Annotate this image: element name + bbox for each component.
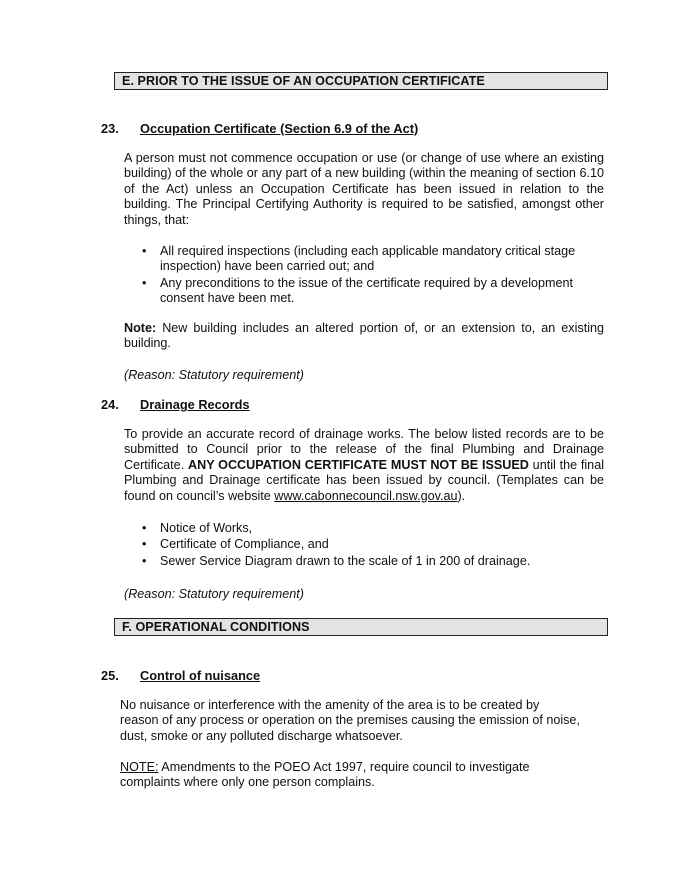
item-25-heading [101, 668, 260, 683]
note-text: Amendments to the POEO Act 1997, require council to investigate complaints where only one person complains. [120, 760, 530, 790]
item-24-title: Drainage Records [140, 397, 250, 412]
section-f-header [114, 618, 608, 636]
list-item-text: Sewer Service Diagram drawn to the scale of 1 in 200 of drainage. [160, 553, 531, 568]
bullet-icon: • [142, 521, 147, 535]
item-24-body [124, 427, 604, 504]
list-item [124, 554, 604, 569]
item-23-body: A person must not commence occupation or use (or change of use where an existing building) of the whole or any part of a new building (within the meaning of section 6.10 of the Act) unless an Occupation Certificate has been issued in relation to the building. The Principal Certifying Authority is required to be satisfied, amongst other things, that: [124, 151, 604, 227]
list-item [124, 521, 604, 536]
item-25-title: Control of nuisance [140, 668, 261, 683]
item-23-reason: (Reason: Statutory requirement) [124, 368, 304, 382]
list-item-text: Certificate of Compliance, and [160, 537, 329, 552]
section-e-title: E. PRIOR TO THE ISSUE OF AN OCCUPATION CERTIFICATE [122, 74, 485, 88]
list-item-text: All required inspections (including each applicable mandatory critical stage inspection) have been carried out; and [160, 244, 576, 274]
list-item [124, 537, 604, 552]
note-text: New building includes an altered portion of, or an extension to, an existing building. [124, 321, 604, 351]
bullet-icon: • [142, 537, 147, 552]
item-23-bullet-list [124, 244, 604, 307]
item-24-body-bold: ANY OCCUPATION CERTIFICATE MUST NOT BE ISSUED [188, 457, 529, 472]
item-23-heading [101, 121, 418, 136]
note-label: NOTE: [120, 760, 159, 774]
item-25-number: 25. [101, 668, 119, 683]
list-item-text: Any preconditions to the issue of the certificate required by a development consent have been met. [160, 275, 574, 306]
list-item [124, 244, 604, 275]
item-24-body-part-2: until the final Plumbing and Drainage certificate has been issued by council. (Templates can be found on council’s website [124, 457, 604, 503]
item-23-note [124, 321, 604, 352]
item-25-note [120, 760, 580, 791]
item-24-body-part-1: To provide an accurate record of drainage works. The below listed records are to be submitted to Council prior to the release of the final Plumbing and Drainage Certificate. [124, 427, 604, 472]
item-24-reason: (Reason: Statutory requirement) [124, 587, 304, 601]
section-f-title: F. OPERATIONAL CONDITIONS [122, 620, 310, 634]
item-23-number: 23. [101, 121, 119, 136]
council-website-link[interactable]: www.cabonnecouncil.nsw.gov.au [274, 488, 458, 503]
item-25-body: No nuisance or interference with the amenity of the area is to be created by reason of any process or operation on the premises causing the emission of noise, dust, smoke or any polluted discharge whatsoever. [120, 698, 580, 743]
item-24-bullet-list [124, 521, 604, 569]
item-24-body-part-3: ). [457, 488, 466, 503]
list-item [124, 276, 604, 307]
bullet-icon: • [142, 275, 147, 290]
list-item-text: Notice of Works, [160, 521, 253, 535]
bullet-icon: • [142, 244, 147, 258]
bullet-icon: • [142, 553, 147, 568]
item-23-title: Occupation Certificate (Section 6.9 of the Act) [140, 121, 419, 136]
item-24-heading [101, 397, 250, 412]
item-24-number: 24. [101, 397, 119, 412]
note-label: Note: [124, 321, 157, 335]
section-e-header [114, 72, 608, 90]
